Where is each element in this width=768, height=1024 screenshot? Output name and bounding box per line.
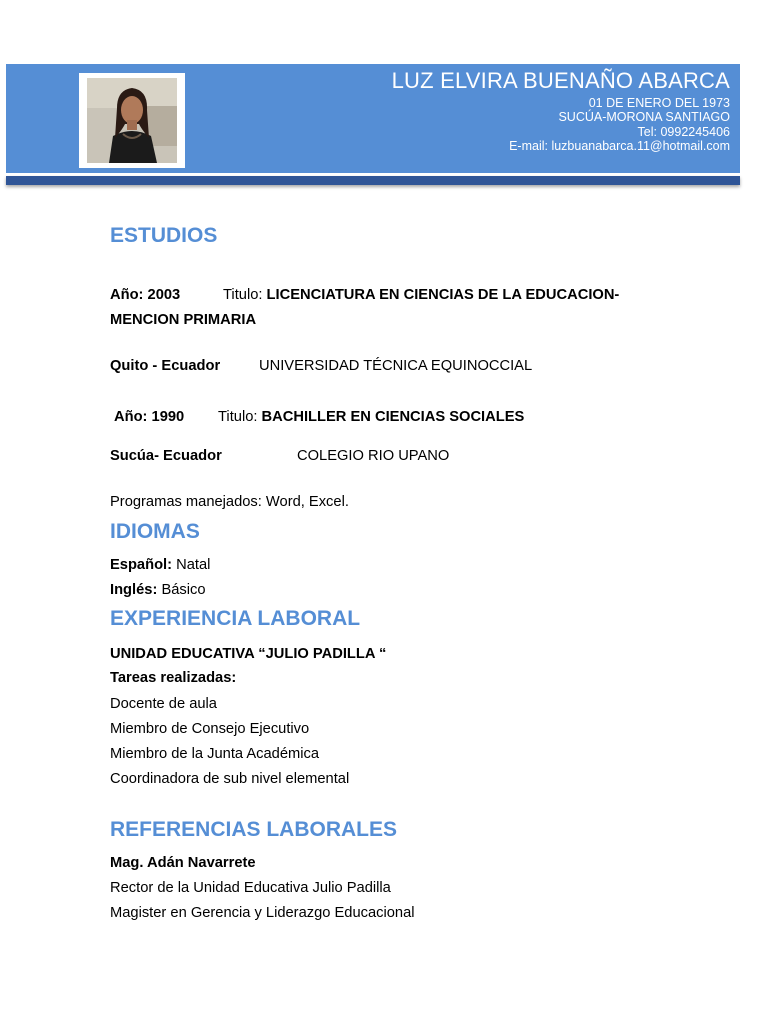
task-item: Docente de aula <box>110 696 217 712</box>
language-spanish <box>110 556 210 574</box>
section-title-experiencia: EXPERIENCIA LABORAL <box>110 607 361 630</box>
reference-name: Mag. Adán Navarrete <box>110 855 256 871</box>
study-1-title: LICENCIATURA EN CIENCIAS DE LA EDUCACION- <box>266 287 620 303</box>
reference-line: Rector de la Unidad Educativa Julio Padilla <box>110 880 391 896</box>
reference-line: Magister en Gerencia y Liderazgo Educacional <box>110 905 415 921</box>
programs-line: Programas manejados: Word, Excel. <box>110 494 349 510</box>
language-label: Español: <box>110 557 173 573</box>
study-1-year: Año: 2003 <box>110 287 181 303</box>
study-2-title: BACHILLER EN CIENCIAS SOCIALES <box>261 409 525 425</box>
language-label: Inglés: <box>110 582 158 598</box>
task-item: Miembro de Consejo Ejecutivo <box>110 721 310 737</box>
phone: Tel: 0992245406 <box>637 124 730 139</box>
contact-info <box>392 66 730 154</box>
birth-date: 01 DE ENERO DEL 1973 <box>588 96 730 110</box>
email: E-mail: luzbuanabarca.11@hotmail.com <box>509 139 730 154</box>
profile-photo <box>87 78 177 163</box>
employer-name: UNIDAD EDUCATIVA “JULIO PADILLA “ <box>110 646 387 662</box>
language-english <box>110 581 206 599</box>
header-rule <box>6 176 740 185</box>
profile-photo-frame <box>79 73 185 168</box>
study-1-title-label: Titulo: <box>223 287 263 303</box>
section-title-referencias: REFERENCIAS LABORALES <box>110 818 398 841</box>
language-level: Básico <box>161 582 206 598</box>
study-2-place: Sucúa- Ecuador <box>110 448 222 464</box>
study-1-place: Quito - Ecuador <box>110 358 221 374</box>
section-title-estudios: ESTUDIOS <box>110 224 218 247</box>
section-title-idiomas: IDIOMAS <box>110 520 200 543</box>
study-1-institution: UNIVERSIDAD TÉCNICA EQUINOCCIAL <box>259 358 533 374</box>
study-2-year: Año: 1990 <box>114 409 185 425</box>
study-2-title-label: Titulo: <box>218 409 258 425</box>
study-1-title-line1 <box>223 286 619 304</box>
tasks-label: Tareas realizadas: <box>110 670 237 686</box>
task-item: Miembro de la Junta Académica <box>110 746 319 762</box>
study-2-institution: COLEGIO RIO UPANO <box>297 448 450 464</box>
task-item: Coordinadora de sub nivel elemental <box>110 771 350 787</box>
language-level: Natal <box>176 557 211 573</box>
candidate-name: LUZ ELVIRA BUENAÑO ABARCA <box>391 68 730 93</box>
study-1-title-line2: MENCION PRIMARIA <box>110 312 257 328</box>
study-2-title-line <box>218 408 524 426</box>
location: SUCÚA-MORONA SANTIAGO <box>558 110 730 125</box>
